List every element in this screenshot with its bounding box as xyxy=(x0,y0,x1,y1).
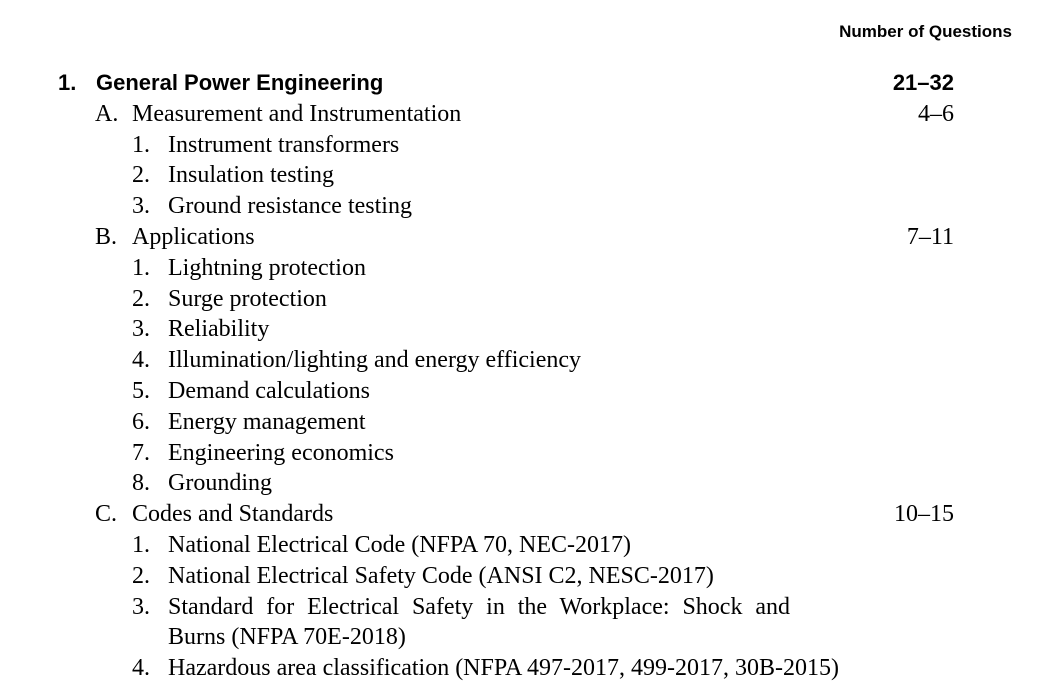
item-number: 5. xyxy=(132,377,150,404)
item-number: 6. xyxy=(132,408,150,435)
list-item xyxy=(0,284,1050,315)
list-item xyxy=(0,653,1050,684)
item-text: Instrument transformers xyxy=(168,131,400,158)
item-number: 1. xyxy=(132,531,150,558)
item-text: Ground resistance testing xyxy=(168,193,412,220)
subsection-heading-b xyxy=(0,222,1050,253)
list-item xyxy=(0,160,1050,191)
subsection-heading-c xyxy=(0,499,1050,530)
subsection-question-count: 7–11 xyxy=(906,223,954,250)
item-number: 2. xyxy=(132,162,150,189)
list-item xyxy=(0,592,1050,654)
section-question-count: 21–32 xyxy=(892,70,954,95)
list-item xyxy=(0,530,1050,561)
subsection-question-count: 4–6 xyxy=(918,100,954,127)
item-text: National Electrical Safety Code (ANSI C2, NESC-2017) xyxy=(168,562,714,589)
list-item xyxy=(0,253,1050,284)
list-item xyxy=(0,438,1050,469)
item-text: Surge protection xyxy=(168,285,327,312)
item-text: Reliability xyxy=(168,316,270,343)
item-text: Illumination/lighting and energy efficiency xyxy=(168,347,582,374)
list-item xyxy=(0,130,1050,161)
item-number: 4. xyxy=(132,347,150,374)
item-text: Grounding xyxy=(168,470,272,497)
section-title: General Power Engineering xyxy=(96,70,384,95)
item-text: Engineering economics xyxy=(168,439,394,466)
item-text: Lightning protection xyxy=(168,254,366,281)
item-number: 3. xyxy=(132,593,150,620)
list-item xyxy=(0,561,1050,592)
list-item xyxy=(0,376,1050,407)
list-item xyxy=(0,314,1050,345)
subsection-title: Applications xyxy=(132,223,255,250)
list-item xyxy=(0,407,1050,438)
subsection-letter: B. xyxy=(95,223,118,250)
subsection-heading-a xyxy=(0,99,1050,130)
column-header-number-of-questions: Number of Questions xyxy=(839,22,1012,41)
section-number: 1. xyxy=(58,70,77,95)
item-number: 4. xyxy=(132,655,150,682)
item-number: 7. xyxy=(132,439,150,466)
item-number: 8. xyxy=(132,470,150,497)
list-item xyxy=(0,468,1050,499)
subsection-title: Codes and Standards xyxy=(132,501,334,528)
item-text: National Electrical Code (NFPA 70, NEC-2017) xyxy=(168,531,632,558)
list-item xyxy=(0,191,1050,222)
item-number: 3. xyxy=(132,316,150,343)
item-text: Hazardous area classification (NFPA 497-2017, 499-2017, 30B-2015) xyxy=(168,655,839,682)
item-number: 1. xyxy=(132,254,150,281)
item-text: Energy management xyxy=(168,408,366,435)
section-heading xyxy=(0,68,1050,99)
subsection-letter: C. xyxy=(95,501,118,528)
item-number: 3. xyxy=(132,193,150,220)
item-number: 2. xyxy=(132,562,150,589)
item-number: 2. xyxy=(132,285,150,312)
section-general-power-engineering xyxy=(0,68,1050,684)
subsection-question-count: 10–15 xyxy=(894,501,954,528)
item-text: Insulation testing xyxy=(168,162,334,189)
item-number: 1. xyxy=(132,131,150,158)
subsection-letter: A. xyxy=(95,100,119,127)
subsection-title: Measurement and Instrumentation xyxy=(132,100,462,127)
list-item xyxy=(0,345,1050,376)
item-text: Standard for Electrical Safety in the Workplace: Shock and Burns (NFPA 70E-2018) xyxy=(168,593,790,651)
item-text: Demand calculations xyxy=(168,377,370,404)
